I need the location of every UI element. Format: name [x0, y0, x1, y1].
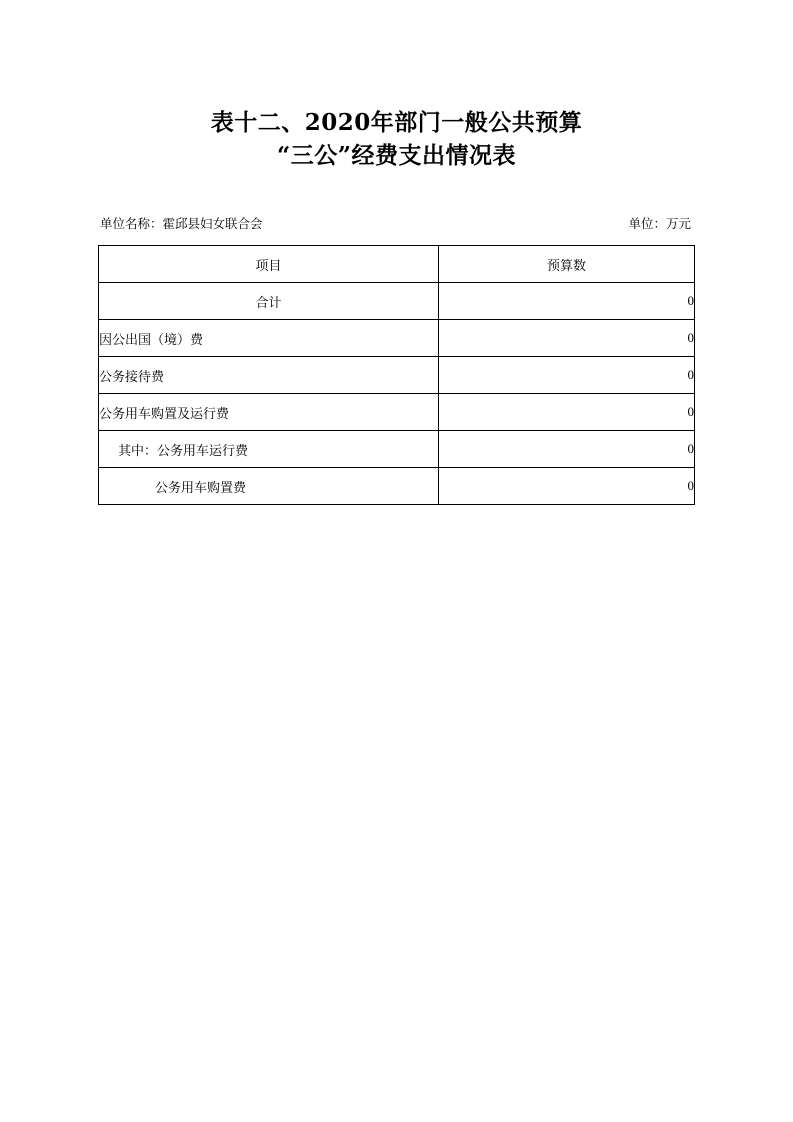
table-row [99, 431, 695, 468]
table-row [99, 394, 695, 431]
row-value: 0 [439, 283, 695, 320]
table-row [99, 357, 695, 394]
unit-name-label: 单位名称：霍邱县妇女联合会 [100, 216, 263, 231]
page-subtitle: “三公”经费支出情况表 [277, 142, 516, 169]
row-label: 公务用车购置费 [99, 468, 439, 505]
column-header-budget: 预算数 [439, 246, 695, 283]
currency-unit-label: 单位：万元 [628, 216, 691, 231]
row-value: 0 [439, 468, 695, 505]
column-header-item: 项目 [99, 246, 439, 283]
table-row [99, 320, 695, 357]
row-label: 其中：公务用车运行费 [99, 431, 439, 468]
row-value: 0 [439, 357, 695, 394]
row-value: 0 [439, 394, 695, 431]
table-row-total [99, 283, 695, 320]
row-label: 公务用车购置及运行费 [99, 394, 439, 431]
row-value: 0 [439, 320, 695, 357]
row-value: 0 [439, 431, 695, 468]
budget-table [98, 245, 695, 505]
page-title: 表十二、2020年部门一般公共预算 [210, 109, 583, 136]
row-label: 合计 [99, 283, 439, 320]
table-header-row [99, 246, 695, 283]
table-row [99, 468, 695, 505]
row-label: 公务接待费 [99, 357, 439, 394]
row-label: 因公出国（境）费 [99, 320, 439, 357]
